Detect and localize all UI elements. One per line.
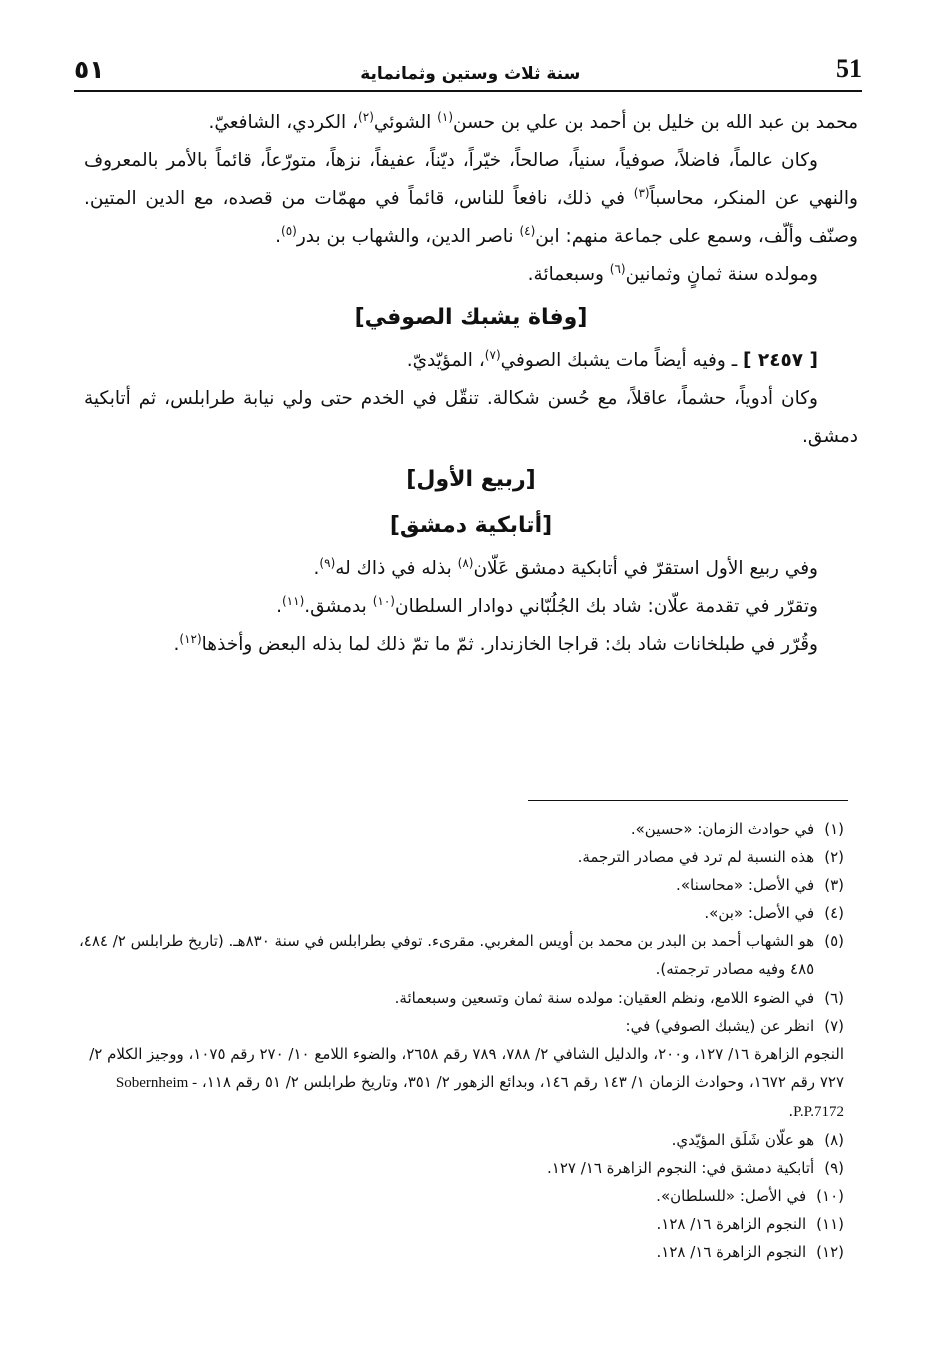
paragraph-appointment-1	[84, 550, 858, 588]
running-title: سنة ثلاث وستين وثمانماية	[360, 64, 581, 84]
footnote-text: هو الشهاب أحمد بن البدر بن محمد بن أويس المغربي. مقرىء. توفي بطرابلس في سنة ٨٣٠هـ. (تاريخ طرابلس ٢/ ٤٨٤، ٤٨٥ وفيه مصادر ترجمته).	[78, 932, 815, 979]
text-run: الشوئي	[373, 112, 438, 133]
text-run: ناصر الدين، والشهاب بن بدر	[296, 226, 520, 247]
footnote-ref[interactable]: (٢)	[358, 110, 374, 124]
text-run: .	[276, 596, 282, 617]
footnote-item	[76, 1126, 844, 1154]
footnote-ref[interactable]: (١٠)	[372, 594, 395, 608]
footnote-ref[interactable]: (١١)	[281, 594, 305, 608]
text-run: بدمشق.	[304, 596, 373, 617]
main-text	[84, 104, 858, 664]
footnote-item	[76, 1182, 844, 1210]
footnote-item	[76, 843, 844, 871]
text-run: ، المؤيّديّ.	[406, 350, 485, 371]
footnote-ref[interactable]: (١٢)	[179, 632, 202, 646]
text-run: وتقرّر في تقدمة علّان: شاد بك الجُلُبّاني دوادار السلطان	[394, 596, 818, 617]
text-run: وسبعمائة.	[527, 264, 610, 285]
text-run: .	[173, 634, 180, 655]
footnote-item	[76, 815, 844, 843]
text-run: وفي ربيع الأول استقرّ في أتابكية دمشق عَلّان	[473, 558, 818, 579]
text-run: في ذلك، نافعاً للناس، قائماً في مهمّات من قصده، مع الدين المتين. وصنّف وألّف، وسمع على جماعة منهم: ابن	[84, 188, 858, 247]
page-number-arabic: ٥١	[74, 55, 105, 84]
footnote-text: النجوم الزاهرة ١٦/ ١٢٨.	[656, 1243, 807, 1262]
text-run: .	[275, 226, 281, 247]
text-run: محمد بن عبد الله بن خليل بن أحمد بن علي بن حسن	[453, 112, 858, 133]
footnote-number: (٨)	[824, 1131, 844, 1150]
footnote-item	[76, 1238, 844, 1266]
footnote-item	[76, 899, 844, 927]
text-run: ـ وفيه أيضاً مات يشبك الصوفي	[500, 350, 744, 371]
text-run: ، الكردي، الشافعيّ.	[208, 112, 359, 133]
section-heading-death: [وفاة يشبك الصوفي]	[354, 305, 588, 330]
footnote-number: (١٢)	[816, 1243, 844, 1262]
paragraph-appointment-3	[84, 626, 858, 664]
paragraph-birth	[84, 256, 858, 294]
text-run: بذله في ذاك له	[335, 558, 458, 579]
text-run: وكان عالماً، فاضلاً، صوفياً، سنياً، صالحاً، خيّراً، ديّناً، عفيفاً، نزهاً، متورّعاً، قائماً بالأمر بالمعروف والنهي عن المنكر، محاسباً	[84, 150, 858, 209]
footnote-number: (٦)	[824, 988, 844, 1007]
entry-number: [ ٢٤٥٧ ]	[743, 350, 818, 371]
footnote-ref[interactable]: (١)	[437, 110, 453, 124]
footnote-ref[interactable]: (٩)	[319, 556, 336, 570]
footnote-number: (٧)	[824, 1016, 844, 1035]
footnote-text: في الأصل: «للسلطان».	[656, 1187, 807, 1206]
paragraph-career: وكان أدوياً، حشماً، عاقلاً، مع حُسن شكالة. تنقّل في الخدم حتى ولي نيابة طرابلس، ثم أتابكية دمشق.	[84, 388, 858, 447]
footnote-item	[76, 1210, 844, 1238]
footnote-text: في الضوء اللامع، ونظم العقيان: مولده سنة ثمان وتسعين وسبعمائة.	[394, 988, 815, 1007]
footnote-item	[76, 927, 844, 983]
text-run: النجوم الزاهرة ١٦/ ١٢٧، و٢٠٠، والدليل الشافي ٢/ ٧٨٨، ٧٨٩ رقم ٢٦٥٨، والضوء اللامع ١٠/ ٢٧٠ رقم ١٠٧٥، ووجيز الكلام ٢/ ٧٢٧ رقم ١٦٧٢، وحوادث الزمان ١/ ١٤٣ رقم ١٤٦، وبدائع الزهور ٢/ ٣٥١، وتاريخ طرابلس ٢/ ٥١ رقم ١١٨،	[89, 1044, 844, 1091]
footnote-ref[interactable]: (٣)	[633, 186, 650, 200]
section-heading-atabakiyya: [أتابكية دمشق]	[389, 513, 553, 538]
paragraph-entry-2457	[84, 342, 858, 380]
footnote-text	[76, 1040, 844, 1126]
footnote-text: في الأصل: «محاسنا».	[676, 876, 815, 895]
footnote-number: (١٠)	[816, 1187, 844, 1206]
footnote-number: (٥)	[824, 932, 844, 951]
footnote-text: في حوادث الزمان: «حسين».	[630, 820, 815, 838]
footnote-item	[76, 1154, 844, 1182]
footnote-number: (٩)	[824, 1159, 844, 1178]
text-run: وقُرّر في طبلخانات شاد بك: قراجا الخازندار. ثمّ ما تمّ ذلك لما بذله البعض وأخذها	[201, 634, 818, 655]
page-number-latin: 51	[836, 54, 862, 83]
footnote-number: (١١)	[816, 1215, 844, 1234]
footnote-text: انظر عن (يشبك الصوفي) في:	[625, 1016, 815, 1035]
paragraph-biography-name	[84, 104, 858, 142]
footnote-text: في الأصل: «بن».	[704, 904, 815, 923]
footnote-text: هذه النسبة لم ترد في مصادر الترجمة.	[577, 848, 815, 867]
text-run: .	[788, 1101, 794, 1120]
footnote-ref[interactable]: (٧)	[484, 348, 501, 362]
paragraph-appointment-2	[84, 588, 858, 626]
footnote-text: أتابكية دمشق في: النجوم الزاهرة ١٦/ ١٢٧.	[546, 1159, 815, 1178]
footnote-continuation	[76, 1040, 844, 1126]
footnote-separator	[528, 800, 848, 801]
footnote-ref[interactable]: (٥)	[281, 224, 297, 238]
latin-reference: Sobernheim - P.P.7172	[115, 1074, 844, 1120]
running-header	[74, 52, 862, 92]
text-run: ومولده سنة ثمانٍ وثمانين	[625, 264, 818, 285]
footnote-item	[76, 984, 844, 1012]
footnote-ref[interactable]: (٨)	[457, 556, 474, 570]
footnote-item	[76, 871, 844, 899]
footnotes	[76, 815, 844, 1267]
text-run: .	[313, 558, 320, 579]
footnote-number: (٣)	[824, 876, 844, 895]
footnote-number: (١)	[824, 820, 844, 838]
footnote-text: النجوم الزاهرة ١٦/ ١٢٨.	[656, 1215, 807, 1234]
footnote-ref[interactable]: (٦)	[609, 262, 626, 276]
paragraph-biography-description	[84, 142, 858, 256]
footnote-ref[interactable]: (٤)	[519, 224, 536, 238]
footnote-number: (٢)	[824, 848, 844, 867]
footnote-text: هو علّان شَلَق المؤيّدي.	[671, 1131, 815, 1150]
section-heading-month: [ربيع الأول]	[406, 467, 536, 492]
footnote-item	[76, 1012, 844, 1040]
footnote-number: (٤)	[824, 904, 844, 923]
